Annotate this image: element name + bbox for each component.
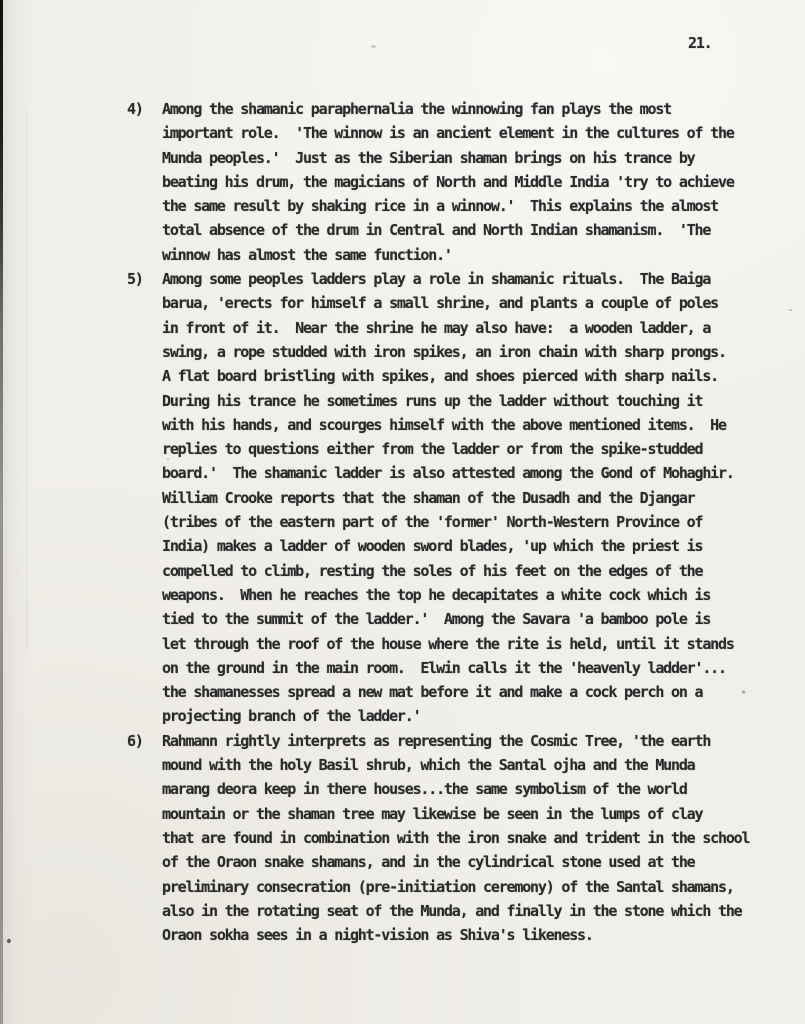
paragraph-marker: 4) [127, 100, 143, 118]
scan-speck [789, 309, 792, 311]
typed-text-block [127, 97, 787, 947]
typed-line: marang deora keep in there houses...the same symbolism of the world [162, 780, 687, 799]
typed-line: compelled to climb, resting the soles of his feet on the edges of the [162, 561, 703, 580]
typed-line: mountain or the shaman tree may likewise be seen in the lumps of clay [162, 804, 703, 823]
numbered-paragraph [127, 729, 787, 948]
typed-line: During his trance he sometimes runs up the ladder without touching it [162, 391, 703, 410]
typed-line: also in the rotating seat of the Munda, and finally in the stone which the [162, 901, 742, 920]
scan-speck [371, 45, 376, 48]
typed-line: A flat board bristling with spikes, and shoes pierced with sharp nails. [162, 367, 718, 386]
typed-line: the shamanesses spread a new mat before it and make a cock perch on a [162, 683, 703, 702]
typed-line: barua, 'erects for himself a small shrine, and plants a couple of poles [162, 294, 718, 313]
scan-left-edge [0, 0, 3, 1024]
typed-line: mound with the holy Basil shrub, which the Santal ojha and the Munda [162, 756, 695, 775]
scan-speck [6, 938, 12, 944]
typed-line: William Crooke reports that the shaman of the Dusadh and the Djangar [162, 488, 695, 507]
typed-line: on the ground in the main room. Elwin calls it the 'heavenly ladder'... [162, 658, 726, 677]
typed-line: replies to questions either from the ladder or from the spike-studded [162, 440, 703, 459]
typed-line: Rahmann rightly interprets as representing the Cosmic Tree, 'the earth [162, 731, 711, 750]
typed-line: (tribes of the eastern part of the 'former' North-Western Province of [162, 513, 703, 532]
typed-line: in front of it. Near the shrine he may also have: a wooden ladder, a [162, 318, 711, 337]
typed-line: of the Oraon snake shamans, and in the cylindrical stone used at the [162, 853, 695, 872]
typed-line: Oraon sokha sees in a night-vision as Shiva's likeness. [162, 926, 593, 945]
typed-line: winnow has almost the same function.' [162, 245, 452, 264]
paper-crease [26, 110, 28, 650]
typed-line: board.' The shamanic ladder is also attested among the Gond of Mohaghir. [162, 464, 734, 483]
typed-line: Among some peoples ladders play a role in shamanic rituals. The Baiga [162, 270, 711, 289]
page-number: 21. [688, 34, 712, 52]
typed-line: Munda peoples.' Just as the Siberian shaman brings on his trance by [162, 148, 695, 167]
typed-line: with his hands, and scourges himself with the above mentioned items. He [162, 415, 726, 434]
numbered-paragraph [127, 267, 787, 729]
typed-line: projecting branch of the ladder.' [162, 707, 421, 726]
typed-line: tied to the summit of the ladder.' Among the Savara 'a bamboo pole is [162, 610, 711, 629]
typed-line: weapons. When he reaches the top he decapitates a white cock which is [162, 585, 711, 604]
typed-line: beating his drum, the magicians of North and Middle India 'try to achieve [162, 172, 734, 191]
scan-speck [167, 458, 169, 460]
typed-line: the same result by shaking rice in a winnow.' This explains the almost [162, 197, 718, 216]
numbered-paragraph [127, 97, 787, 267]
typed-line: let through the roof of the house where the rite is held, until it stands [162, 634, 734, 653]
paragraph-marker: 5) [127, 270, 143, 289]
typed-line: total absence of the drum in Central and North Indian shamanism. 'The [162, 221, 711, 240]
typed-line: India) makes a ladder of wooden sword blades, 'up which the priest is [162, 537, 703, 556]
typed-line: that are found in combination with the iron snake and trident in the school [162, 828, 750, 847]
paragraph-marker: 6) [127, 731, 143, 750]
typed-line: preliminary consecration (pre-initiation ceremony) of the Santal shamans, [162, 877, 734, 896]
typed-line: swing, a rope studded with iron spikes, an iron chain with sharp prongs. [162, 342, 726, 361]
typed-line: important role. 'The winnow is an ancient element in the cultures of the [162, 124, 734, 143]
typed-line: Among the shamanic paraphernalia the winnowing fan plays the most [162, 100, 671, 118]
